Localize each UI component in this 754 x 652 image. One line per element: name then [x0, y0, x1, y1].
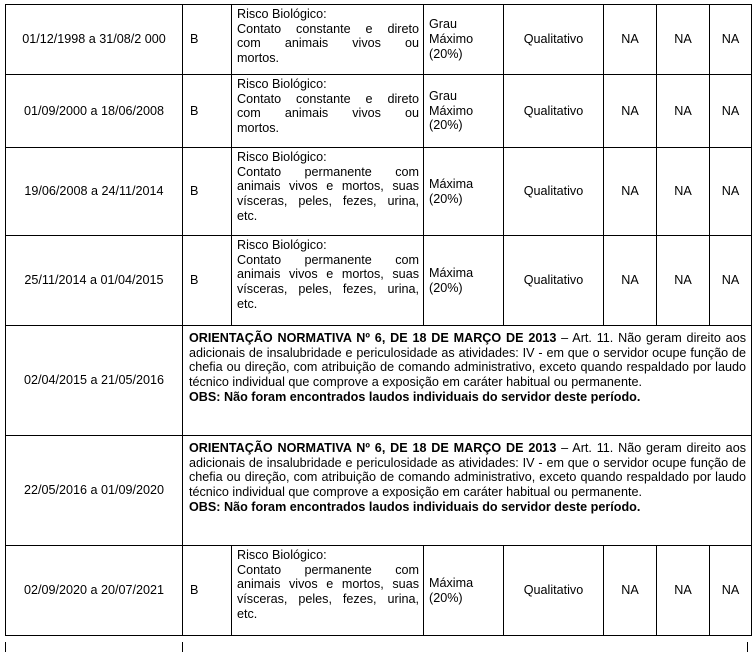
obs-note: OBS: Não foram encontrados laudos individuais do servidor deste período. — [189, 389, 641, 404]
agent-line: Risco Biológico: — [237, 238, 327, 252]
technique-cell: Qualitativo — [504, 148, 604, 236]
degree-line: Máxima — [429, 575, 474, 590]
table-row — [6, 148, 752, 236]
degree-line: Máximo — [429, 103, 474, 118]
period-cell: 02/04/2015 a 21/05/2016 — [6, 326, 183, 436]
agent-line: Contato permanente com — [237, 252, 419, 267]
na-cell: NA — [604, 148, 657, 236]
period-cell: 25/11/2014 a 01/04/2015 — [6, 236, 183, 326]
period-cell: 02/09/2020 a 20/07/2021 — [6, 546, 183, 636]
agent-line: Contato permanente com — [237, 562, 419, 577]
technique-cell: Qualitativo — [504, 236, 604, 326]
orientation-text: – Art. 11. Não geram direito aos adicionais de insalubridade e periculosidade as atividades: IV - em que o servidor ocupe função de chefia ou direção, com atribuição de comando administrativo, exceto quando respaldado por laudo técnico individual que comprove a exposição em caráter habitual ou permanente. — [189, 331, 746, 390]
na-cell: NA — [657, 546, 710, 636]
na-cell: NA — [710, 546, 752, 636]
degree-cell — [424, 5, 504, 75]
agent-line: etc. — [237, 606, 258, 621]
agent-line: Contato constante e direto — [237, 21, 419, 36]
table-row — [6, 436, 752, 546]
na-cell: NA — [604, 75, 657, 148]
degree-line: (20%) — [429, 191, 463, 206]
orientation-reference: ORIENTAÇÃO NORMATIVA Nº 6, DE 18 DE MARÇO DE 2013 — [189, 331, 557, 345]
period-cell: 22/05/2016 a 01/09/2020 — [6, 436, 183, 546]
period-cell: 01/09/2000 a 18/06/2008 — [6, 75, 183, 148]
degree-line: Máxima — [429, 176, 474, 191]
orientation-paragraph — [189, 441, 746, 500]
orientation-reference: ORIENTAÇÃO NORMATIVA Nº 6, DE 18 DE MARÇO DE 2013 — [189, 441, 557, 455]
table-row — [6, 236, 752, 326]
degree-line: Máxima — [429, 265, 474, 280]
degree-line: Máximo — [429, 32, 474, 47]
na-cell: NA — [604, 236, 657, 326]
agent-line: Risco Biológico: — [237, 7, 327, 21]
agent-line: Risco Biológico: — [237, 150, 327, 164]
agent-line: com animais vivos ou — [237, 36, 419, 51]
group-cell: B — [183, 75, 232, 148]
orientation-text: – Art. 11. Não geram direito aos adicionais de insalubridade e periculosidade as atividades: IV - em que o servidor ocupe função de chefia ou direção, com atribuição de comando administrativo, exceto quando respaldado por laudo técnico individual que comprove a exposição em caráter habitual ou permanente. — [189, 441, 746, 500]
group-cell: B — [183, 148, 232, 236]
technique-cell: Qualitativo — [504, 546, 604, 636]
degree-line: (20%) — [429, 118, 463, 133]
degree-cell — [424, 546, 504, 636]
agent-cell — [232, 5, 424, 75]
group-cell: B — [183, 546, 232, 636]
agent-line: animais vivos e mortos, suas — [237, 179, 419, 194]
agent-line: animais vivos e mortos, suas — [237, 267, 419, 282]
table-row — [6, 75, 752, 148]
technique-cell: Qualitativo — [504, 75, 604, 148]
na-cell: NA — [604, 5, 657, 75]
agent-line: etc. — [237, 208, 258, 223]
degree-cell — [424, 236, 504, 326]
agent-line: Risco Biológico: — [237, 548, 327, 562]
group-cell: B — [183, 236, 232, 326]
agent-cell — [232, 236, 424, 326]
agent-line: Risco Biológico: — [237, 77, 327, 91]
technique-cell: Qualitativo — [504, 5, 604, 75]
agent-line: vísceras, peles, fezes, urina, — [237, 282, 419, 297]
degree-line: (20%) — [429, 46, 463, 61]
period-cell: 19/06/2008 a 24/11/2014 — [6, 148, 183, 236]
na-cell: NA — [710, 5, 752, 75]
orientation-paragraph — [189, 331, 746, 390]
orientation-cell — [183, 326, 752, 436]
degree-line: (20%) — [429, 280, 463, 295]
agent-line: com animais vivos ou — [237, 106, 419, 121]
na-cell: NA — [710, 75, 752, 148]
table-continuation — [5, 642, 752, 652]
agent-line: mortos. — [237, 121, 279, 136]
table-row — [6, 546, 752, 636]
agent-cell — [232, 148, 424, 236]
agent-cell — [232, 75, 424, 148]
degree-cell — [424, 148, 504, 236]
na-cell: NA — [710, 148, 752, 236]
agent-cell — [232, 546, 424, 636]
agent-line: Contato permanente com — [237, 164, 419, 179]
degree-cell — [424, 75, 504, 148]
period-cell: 01/12/1998 a 31/08/2 000 — [6, 5, 183, 75]
periods-table — [5, 4, 752, 636]
agent-line: Contato constante e direto — [237, 91, 419, 106]
degree-line: (20%) — [429, 590, 463, 605]
degree-line: Grau — [429, 17, 457, 32]
na-cell: NA — [657, 5, 710, 75]
na-cell: NA — [657, 236, 710, 326]
agent-line: etc. — [237, 296, 258, 311]
group-cell: B — [183, 5, 232, 75]
na-cell: NA — [604, 546, 657, 636]
agent-line: vísceras, peles, fezes, urina, — [237, 592, 419, 607]
na-cell: NA — [657, 75, 710, 148]
table-row — [6, 326, 752, 436]
obs-note: OBS: Não foram encontrados laudos individuais do servidor deste período. — [189, 499, 641, 514]
agent-line: animais vivos e mortos, suas — [237, 577, 419, 592]
na-cell: NA — [710, 236, 752, 326]
table-row — [6, 5, 752, 75]
agent-line: vísceras, peles, fezes, urina, — [237, 194, 419, 209]
agent-line: mortos. — [237, 51, 279, 66]
orientation-cell — [183, 436, 752, 546]
na-cell: NA — [657, 148, 710, 236]
degree-line: Grau — [429, 88, 457, 103]
